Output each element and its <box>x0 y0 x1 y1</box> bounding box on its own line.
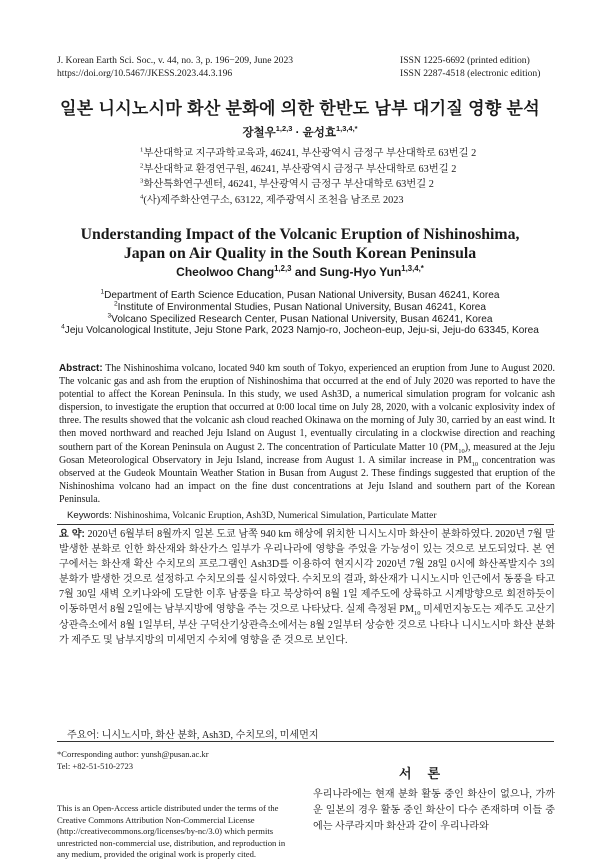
english-affiliation <box>0 302 600 314</box>
affiliation-number: 3 <box>140 177 144 185</box>
affiliation-number: 4 <box>61 324 65 332</box>
english-author-2-affil: 1,3,4,* <box>401 264 424 273</box>
keywords-text: Nishinoshima, Volcanic Eruption, Ash3D, Numerical Simulation, Particulate Matter <box>111 510 437 521</box>
open-access-notice: This is an Open-Access article distributed under the terms of the Creative Commons Attribution Non-Commercial License (http://creativecommons.org/licenses/by-nc/3.0) which permits unrestricted non-commercial use, distribution, and reproduction in any medium, provided the original work is properly cited. <box>57 803 286 860</box>
abstract-text-1: The Nishinoshima volcano, located 940 km south of Tokyo, experienced an eruption from June to August 2020. The volcanic gas and ash from the eruption of Nishinoshima that occurred at the end of July 2020 was reported to have the potential to affect the Korean Peninsula. In this study, we used Ash3D, a numerical simulation program for volcanic ash dispersion, to investigate the eruption that occurred at 0:00 local time on July 28, 2020, with a volcanic explosivity index of three. The results showed that the volcanic ash cloud reached Okinawa on the morning of July 30, carried by an east wind. It then moved northward and reached Jeju Island on August 1, eventually circulating in a clockwise direction and reaching southern part of the Korean Peninsula on August 2. The concentration of Particulate Matter 10 (PM <box>59 363 555 453</box>
corresponding-author <box>57 749 297 773</box>
section-heading-introduction: 서론 <box>398 766 457 781</box>
affiliation-number: 2 <box>113 300 118 308</box>
korean-abstract <box>59 527 555 648</box>
issn-electronic: ISSN 2287-4518 (electronic edition) <box>400 67 541 79</box>
author-separator: · <box>295 127 300 139</box>
affiliation-text: Institute of Environmental Studies, Pusan National University, Busan 46241, Korea <box>117 301 487 313</box>
korean-author-1-affil: 1,2,3 <box>275 124 293 134</box>
divider <box>57 524 554 525</box>
journal-header <box>57 55 293 80</box>
pm-subscript: 10 <box>458 447 465 455</box>
korean-keywords <box>67 726 557 741</box>
abstract-text-2: ), measured at the Jeju Gosan Meteorological Observatory in Jeju Island, increase from August 1. A similar increase in PM <box>59 441 555 466</box>
affiliation-number: 4 <box>140 193 144 201</box>
korean-author-2-affil: 1,3,4,* <box>335 124 358 134</box>
english-title-line-1: Understanding Impact of the Volcanic Eruption of Nishinoshima, <box>80 226 520 243</box>
korean-abstract-text-1: 2020년 6월부터 8월까지 일본 도쿄 남쪽 940 km 해상에 위치한 니시노시마 화산이 분화하였다. 2020년 7월 말 발생한 분화로 인한 화산재와 화산가스 일부가 우리나라에 영향을 주었을 가능성이 있는 것으로 보도되었다. 본 연구에서는 화산재 확산 수치모의 프로그램인 Ash3D를 이용하여 현지시각 2020년 7월 28일 0시에 화산폭발지수 3의 분화가 발생한 것으로 설정하고 수치모의를 실시하였다. 수치모의 결과, 화산재가 니시노시마 인근에서 동풍을 타고 7월 30일 새벽 오키나와에 도달한 이후 남풍을 타고 북상하여 8월 1일 제주도에 상륙하고 시계방향으로 회전하듯이 이동하면서 8월 2일에는 남부지방에 영향을 주는 것으로 나타났다. 실제 측정된 PM <box>59 529 555 616</box>
issn-print: ISSN 1225-6692 (printed edition) <box>400 55 530 66</box>
korean-abstract-label: 요 약: <box>59 529 85 540</box>
korean-author-1: 장철우 <box>242 127 276 139</box>
korean-affiliations <box>140 146 476 208</box>
doi-link[interactable]: https://doi.org/10.5467/JKESS.2023.44.3.196 <box>57 67 233 79</box>
pm-subscript: 10 <box>471 460 479 468</box>
pm-subscript: 10 <box>414 610 421 618</box>
affiliation-text: Jeju Volcanological Institute, Jeju Stone Park, 2023 Namjo-ro, Jocheon-eup, Jeju-si, Jeju-do 63345, Korea <box>64 325 539 337</box>
affiliation-number: 3 <box>107 312 112 320</box>
korean-authors <box>0 124 600 140</box>
affiliation-text: 부산대학교 환경연구원, 46241, 부산광역시 금정구 부산대학로 63번길 2 <box>143 163 457 175</box>
author-conjunction: and <box>291 265 320 279</box>
english-authors <box>0 265 600 279</box>
english-title <box>0 225 600 263</box>
abstract-text-3: concentration was observed at the Gudeok Mountain Weather Station in Busan from August 2. These findings suggested that eruption of the Nishinoshima volcano had an impact on the fine dust concentrations at Jeju Island and southern part of the Korean Peninsula. <box>59 454 555 505</box>
introduction-text: 우리나라에는 현재 분화 활동 중인 화산이 없으나, 가까운 일본의 경우 활동 중인 화산이 다수 존재하며 이들 중에는 사쿠라지마 화산과 같이 우리나라와 <box>313 789 555 832</box>
keywords-label: Keywords: <box>67 510 112 521</box>
affiliation-number: 2 <box>140 162 144 170</box>
affiliation-text: (사)제주화산연구소, 63122, 제주광역시 조천읍 남조로 2023 <box>143 194 404 206</box>
korean-title: 일본 니시노시마 화산 분화에 의한 한반도 남부 대기질 영향 분석 <box>60 99 540 118</box>
english-author-1-affil: 1,2,3 <box>274 264 292 273</box>
korean-affiliation <box>140 162 476 178</box>
korean-abstract-text-2: 미세먼지농도는 제주도 고산기상관측소에서 8월 1일부터, 부산 구덕산기상관측소에서는 8월 2일부터 상승한 것으로 나타나 니시노시마 화산 분화가 제주도 및 남부지방의 미세먼지 수치에 영향을 준 것으로 보인다. <box>59 604 555 646</box>
affiliation-number: 1 <box>100 288 105 296</box>
english-affiliations <box>0 290 600 337</box>
korean-keywords-text: 니시노시마, 화산 분화, Ash3D, 수치모의, 미세먼지 <box>99 730 319 741</box>
issn-block <box>400 55 540 80</box>
korean-keywords-label: 주요어: <box>67 730 100 741</box>
english-title-line-2: Japan on Air Quality in the South Korean Peninsula <box>123 245 477 262</box>
english-author-1: Cheolwoo Chang <box>176 265 275 279</box>
english-affiliation <box>0 290 600 302</box>
divider <box>57 741 554 742</box>
affiliation-text: 화산특화연구센터, 46241, 부산광역시 금정구 부산대학로 63번길 2 <box>143 179 434 190</box>
affiliation-text: Department of Earth Science Education, Pusan National University, Busan 46241, Korea <box>104 290 500 301</box>
journal-citation: J. Korean Earth Sci. Soc., v. 44, no. 3, p. 196−209, June 2023 <box>57 55 294 66</box>
english-author-2: Sung-Hyo Yun <box>319 265 402 279</box>
abstract-label: Abstract: <box>59 363 103 374</box>
english-affiliation <box>0 314 600 326</box>
english-abstract <box>59 362 555 506</box>
affiliation-text: Volcano Specilized Research Center, Pusan National University, Busan 46241, Korea <box>111 313 493 325</box>
korean-affiliation <box>140 146 476 162</box>
corresponding-phone: Tel: +82-51-510-2723 <box>57 760 134 771</box>
affiliation-number: 1 <box>140 146 144 154</box>
korean-affiliation <box>140 193 476 209</box>
korean-affiliation <box>140 177 476 193</box>
korean-author-2: 윤성효 <box>302 127 336 139</box>
english-affiliation <box>0 325 600 337</box>
affiliation-text: 부산대학교 지구과학교육과, 46241, 부산광역시 금정구 부산대학로 63번길 2 <box>143 148 477 159</box>
english-keywords <box>67 510 557 521</box>
corresponding-email[interactable]: *Corresponding author: yunsh@pusan.ac.kr <box>57 749 209 759</box>
